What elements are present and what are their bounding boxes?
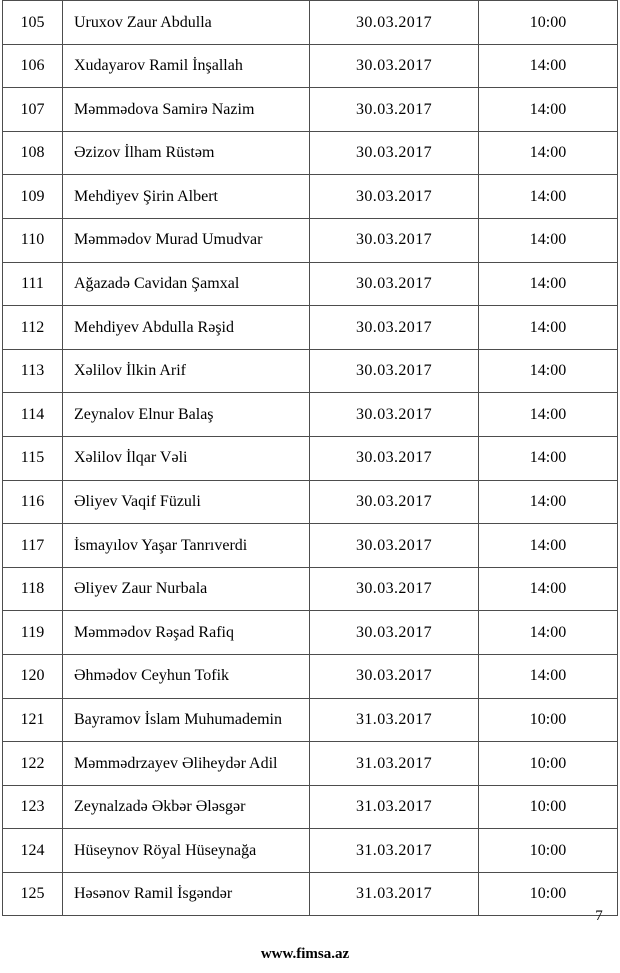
row-number-cell: 122 — [3, 742, 63, 786]
name-cell: Məmmədrzayev Əliheydər Adil — [63, 742, 310, 786]
table-row — [3, 654, 618, 698]
date-cell: 30.03.2017 — [310, 44, 479, 88]
table-row — [3, 524, 618, 568]
date-cell: 30.03.2017 — [310, 131, 479, 175]
date-cell: 31.03.2017 — [310, 829, 479, 873]
date-cell: 30.03.2017 — [310, 1, 479, 45]
row-number-cell: 109 — [3, 175, 63, 219]
table-row — [3, 349, 618, 393]
time-cell: 10:00 — [479, 698, 618, 742]
table-row — [3, 262, 618, 306]
row-number-cell: 121 — [3, 698, 63, 742]
time-cell: 14:00 — [479, 44, 618, 88]
name-cell: Məmmədova Samirə Nazim — [63, 88, 310, 132]
date-cell: 31.03.2017 — [310, 742, 479, 786]
name-cell: Xudayarov Ramil İnşallah — [63, 44, 310, 88]
footer-website-url: www.fimsa.az — [260, 946, 350, 962]
name-cell: Zeynalzadə Əkbər Ələsgər — [63, 785, 310, 829]
name-cell: Mehdiyev Şirin Albert — [63, 175, 310, 219]
row-number-cell: 123 — [3, 785, 63, 829]
time-cell: 14:00 — [479, 654, 618, 698]
table-row — [3, 480, 618, 524]
row-number-cell: 107 — [3, 88, 63, 132]
table-row — [3, 742, 618, 786]
table-row — [3, 218, 618, 262]
date-cell: 30.03.2017 — [310, 480, 479, 524]
time-cell: 10:00 — [479, 829, 618, 873]
time-cell: 10:00 — [479, 872, 618, 916]
time-cell: 14:00 — [479, 611, 618, 655]
table-row — [3, 436, 618, 480]
name-cell: Bayramov İslam Muhumademin — [63, 698, 310, 742]
name-cell: Əliyev Zaur Nurbala — [63, 567, 310, 611]
table-row — [3, 1, 618, 45]
name-cell: Əhmədov Ceyhun Tofik — [63, 654, 310, 698]
time-cell: 14:00 — [479, 218, 618, 262]
date-cell: 30.03.2017 — [310, 611, 479, 655]
date-cell: 31.03.2017 — [310, 872, 479, 916]
row-number-cell: 105 — [3, 1, 63, 45]
name-cell: Mehdiyev Abdulla Rəşid — [63, 306, 310, 350]
row-number-cell: 124 — [3, 829, 63, 873]
row-number-cell: 108 — [3, 131, 63, 175]
name-cell: Xəlilov İlkin Arif — [63, 349, 310, 393]
time-cell: 10:00 — [479, 785, 618, 829]
name-cell: Əliyev Vaqif Füzuli — [63, 480, 310, 524]
row-number-cell: 113 — [3, 349, 63, 393]
name-cell: Xəlilov İlqar Vəli — [63, 436, 310, 480]
name-cell: Uruxov Zaur Abdulla — [63, 1, 310, 45]
table-row — [3, 829, 618, 873]
row-number-cell: 106 — [3, 44, 63, 88]
row-number-cell: 112 — [3, 306, 63, 350]
row-number-cell: 110 — [3, 218, 63, 262]
name-cell: Məmmədov Murad Umudvar — [63, 218, 310, 262]
date-cell: 30.03.2017 — [310, 436, 479, 480]
time-cell: 14:00 — [479, 524, 618, 568]
table-row — [3, 44, 618, 88]
name-cell: Həsənov Ramil İsgəndər — [63, 872, 310, 916]
table-row — [3, 567, 618, 611]
time-cell: 14:00 — [479, 175, 618, 219]
row-number-cell: 117 — [3, 524, 63, 568]
date-cell: 30.03.2017 — [310, 88, 479, 132]
table-row — [3, 872, 618, 916]
date-cell: 30.03.2017 — [310, 567, 479, 611]
table-row — [3, 88, 618, 132]
time-cell: 14:00 — [479, 262, 618, 306]
name-cell: Əzizov İlham Rüstəm — [63, 131, 310, 175]
row-number-cell: 120 — [3, 654, 63, 698]
table-row — [3, 175, 618, 219]
time-cell: 10:00 — [479, 1, 618, 45]
row-number-cell: 116 — [3, 480, 63, 524]
time-cell: 14:00 — [479, 306, 618, 350]
name-cell: İsmayılov Yaşar Tanrıverdi — [63, 524, 310, 568]
time-cell: 14:00 — [479, 480, 618, 524]
time-cell: 14:00 — [479, 436, 618, 480]
table-row — [3, 306, 618, 350]
date-cell: 30.03.2017 — [310, 262, 479, 306]
date-cell: 30.03.2017 — [310, 393, 479, 437]
date-cell: 30.03.2017 — [310, 175, 479, 219]
date-cell: 30.03.2017 — [310, 524, 479, 568]
table-body — [3, 1, 618, 916]
row-number-cell: 118 — [3, 567, 63, 611]
row-number-cell: 125 — [3, 872, 63, 916]
time-cell: 14:00 — [479, 88, 618, 132]
date-cell: 31.03.2017 — [310, 698, 479, 742]
name-cell: Hüseynov Röyal Hüseynağa — [63, 829, 310, 873]
time-cell: 10:00 — [479, 742, 618, 786]
name-cell: Zeynalov Elnur Balaş — [63, 393, 310, 437]
table-row — [3, 698, 618, 742]
table-row — [3, 785, 618, 829]
row-number-cell: 115 — [3, 436, 63, 480]
time-cell: 14:00 — [479, 131, 618, 175]
table-row — [3, 393, 618, 437]
row-number-cell: 111 — [3, 262, 63, 306]
schedule-table — [2, 0, 618, 916]
table-row — [3, 611, 618, 655]
date-cell: 31.03.2017 — [310, 785, 479, 829]
time-cell: 14:00 — [479, 349, 618, 393]
date-cell: 30.03.2017 — [310, 349, 479, 393]
name-cell: Məmmədov Rəşad Rafiq — [63, 611, 310, 655]
date-cell: 30.03.2017 — [310, 218, 479, 262]
row-number-cell: 119 — [3, 611, 63, 655]
time-cell: 14:00 — [479, 393, 618, 437]
page-number: 7 — [595, 908, 603, 924]
table-row — [3, 131, 618, 175]
date-cell: 30.03.2017 — [310, 306, 479, 350]
time-cell: 14:00 — [479, 567, 618, 611]
date-cell: 30.03.2017 — [310, 654, 479, 698]
row-number-cell: 114 — [3, 393, 63, 437]
name-cell: Ağazadə Cavidan Şamxal — [63, 262, 310, 306]
